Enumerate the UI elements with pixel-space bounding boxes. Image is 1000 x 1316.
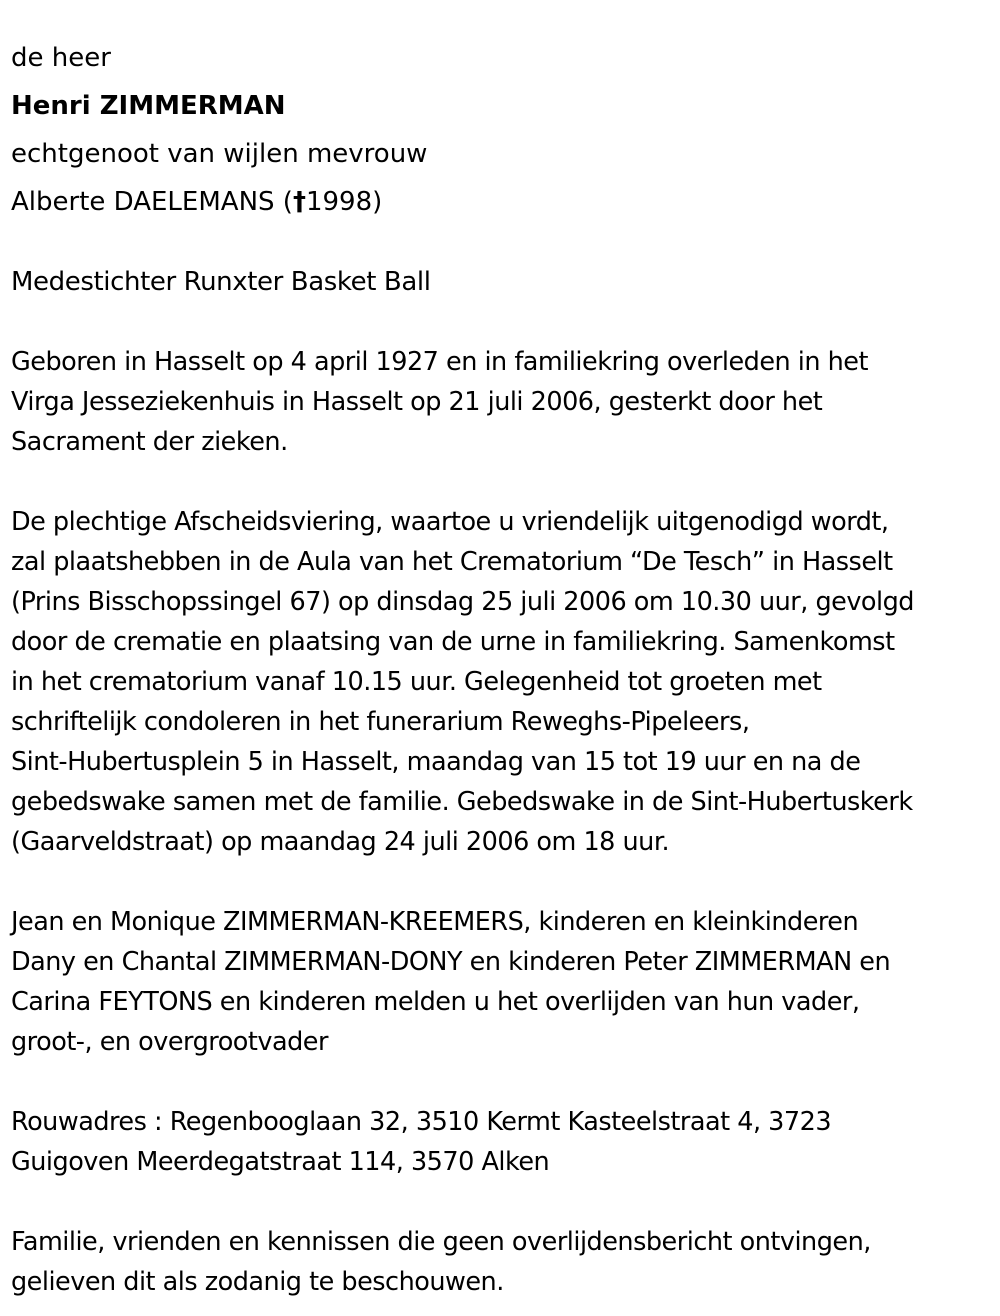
spacer	[11, 862, 1000, 902]
spacer	[11, 226, 1000, 262]
closing-paragraph: Familie, vrienden en kennissen die geen overlijdensbericht ontvingen, gelieven dit als zodanig te beschouwen.	[11, 1227, 871, 1297]
deceased-name: Henri ZIMMERMAN	[11, 91, 286, 121]
spacer	[11, 302, 1000, 342]
address-paragraph: Rouwadres : Regenbooglaan 32, 3510 Kermt Kasteelstraat 4, 3723 Guigoven Meerdegatstraat 114, 3570 Alken	[11, 1107, 832, 1177]
spouse-intro: echtgenoot van wijlen mevrouw	[11, 139, 428, 169]
ceremony-paragraph: De plechtige Afscheidsviering, waartoe u vriendelijk uitgenodigd wordt, zal plaatshebben in de Aula van het Crematorium “De Tesch” in Hasselt (Prins Bisschopssingel 67) op dinsdag 25 juli 2006 om 10.30 uur, gevolgd door de crematie en plaatsing van de urne in familiekring. Samenkomst in het crematorium vanaf 10.15 uur. Gelegenheid tot groeten met schriftelijk condoleren in het funerarium Reweghs-Pipeleers, Sint-Hubertusplein 5 in Hasselt, maandag van 15 tot 19 uur en na de gebedswake samen met de familie. Gebedswake in de Sint-Hubertuskerk (Gaarveldstraat) op maandag 24 juli 2006 om 18 uur.	[11, 507, 914, 857]
spouse-name: Alberte DAELEMANS (	[11, 187, 293, 217]
family-paragraph: Jean en Monique ZIMMERMAN-KREEMERS, kinderen en kleinkinderen Dany en Chantal ZIMMERMAN-DONY en kinderen Peter ZIMMERMAN en Carina FEYTONS en kinderen melden u het overlijden van hun vader, groot-, en overgrootvader	[11, 907, 891, 1057]
role-text: Medestichter Runxter Basket Ball	[11, 267, 431, 297]
salutation: de heer	[11, 43, 111, 73]
birth-death-paragraph: Geboren in Hasselt op 4 april 1927 en in familiekring overleden in het Virga Jesseziekenhuis in Hasselt op 21 juli 2006, gesterkt door het Sacrament der zieken.	[11, 347, 868, 457]
cross-icon: †	[292, 187, 306, 217]
spacer	[11, 462, 1000, 502]
spacer	[11, 1182, 1000, 1222]
spouse-death-year: 1998)	[305, 187, 383, 217]
spouse-line	[11, 178, 1000, 226]
spacer	[11, 1062, 1000, 1102]
